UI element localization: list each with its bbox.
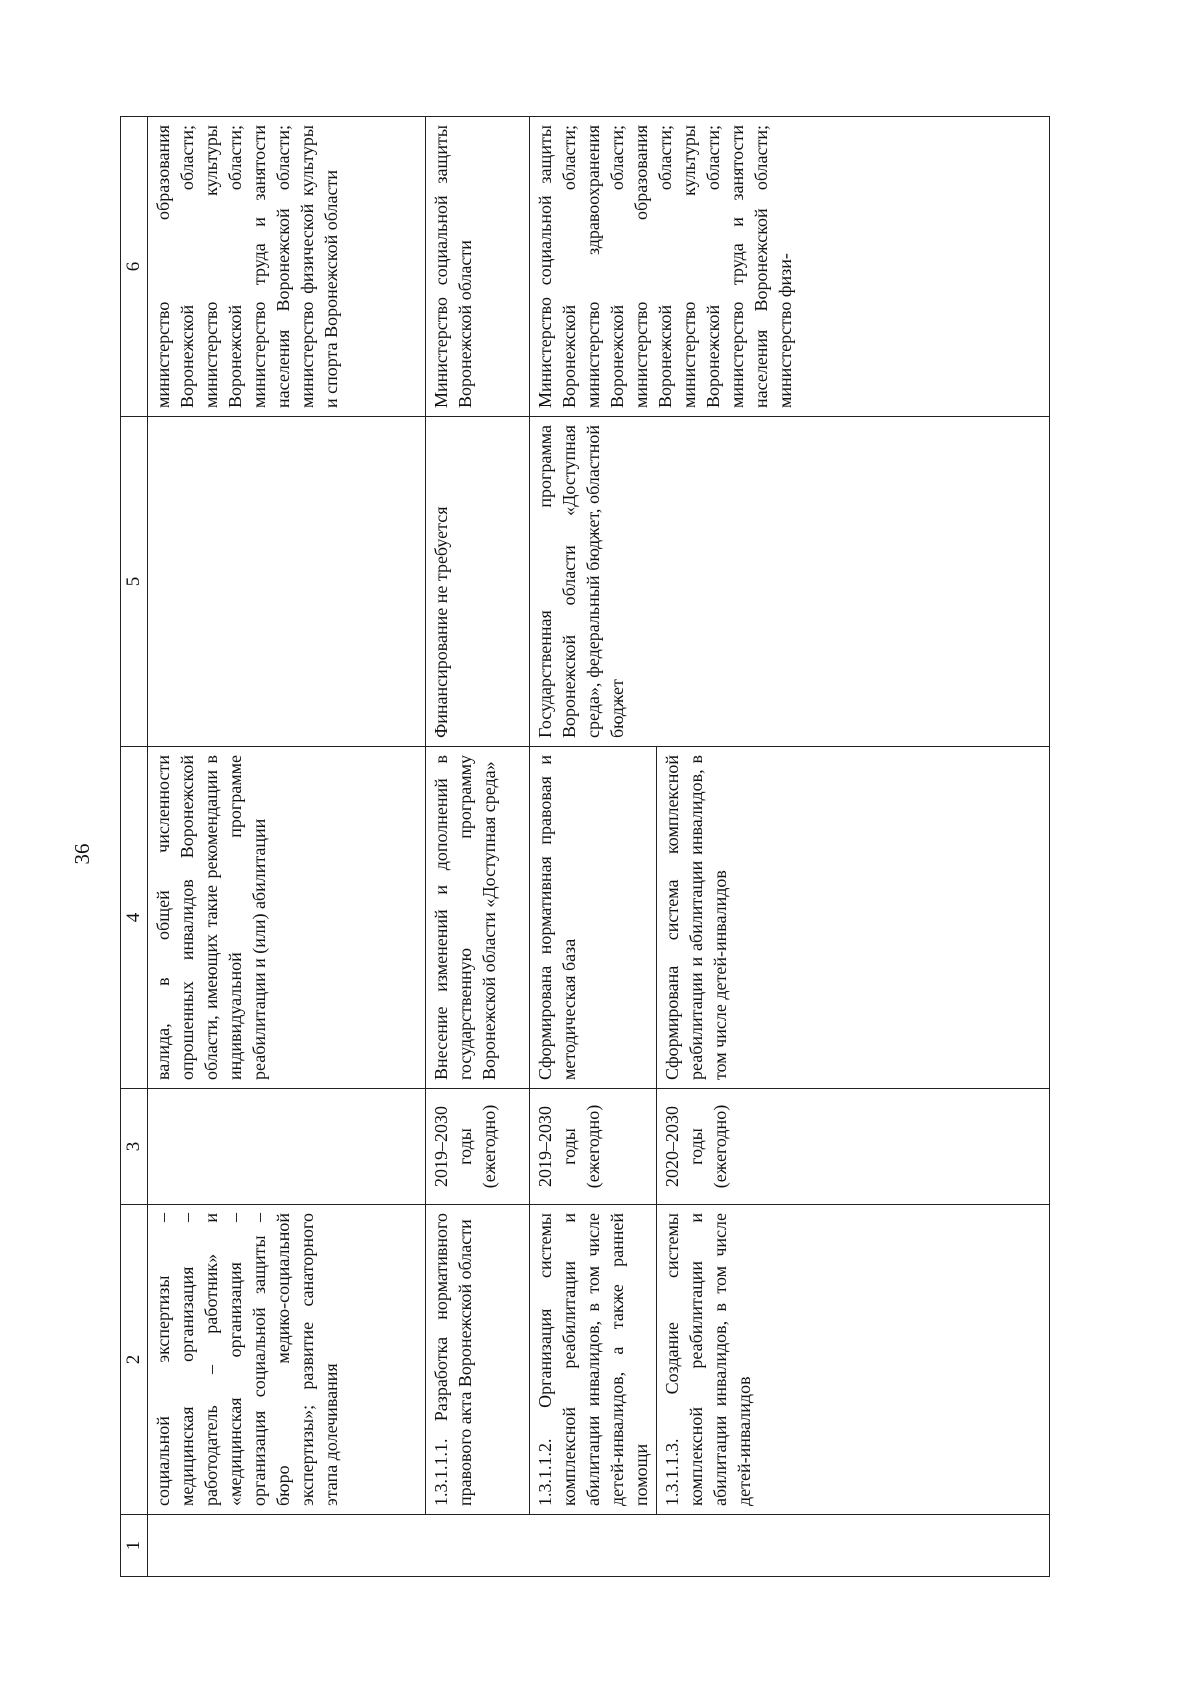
header-col-6: 6 bbox=[121, 117, 148, 417]
header-col-4: 4 bbox=[121, 747, 148, 1089]
plan-table bbox=[120, 116, 1050, 1577]
cell-executors: Министерство социальной защиты Воронежской области bbox=[426, 117, 530, 417]
cell-measure: 1.3.1.1.1. Разработка нормативного правового акта Воронежской области bbox=[426, 1205, 530, 1515]
cell-executors: Министерство социальной защиты Воронежской области; министерство здравоохранения Воронежской области; министерство образования Воронежской области; министерство культуры Воронежской области; министерство труда и занятости населения Воронежской области; министерство физи- bbox=[530, 117, 1050, 417]
header-row bbox=[121, 117, 148, 1577]
cell-measure: 1.3.1.1.3. Создание системы комплексной реабилитации и абилитации инвалидов, в том числе детей-инвалидов bbox=[657, 1205, 1050, 1515]
cell-measure: социальной экспертизы – медицинская организация – работодатель – работник» и «медицинская организация – организация социальной защиты – бюро медико-социальной экспертизы»; развитие санаторного этапа долечивания bbox=[148, 1205, 426, 1515]
cell-executors: министерство образования Воронежской области; министерство культуры Воронежской области; министерство труда и занятости населения Воронежской области; министерство физической культуры и спорта Воронежской области bbox=[148, 117, 426, 417]
cell-result: Сформирована система комплексной реабилитации и абилитации инвалидов, в том числе детей-инвалидов bbox=[657, 747, 1050, 1089]
cell-period: 2020–2030 годы (ежегодно) bbox=[657, 1089, 1050, 1205]
header-col-3: 3 bbox=[121, 1089, 148, 1205]
cell-funding: Государственная программа Воронежской области «Доступная среда», федеральный бюджет, областной бюджет bbox=[530, 417, 1050, 747]
cell-result: валида, в общей численности опрошенных инвалидов Воронежской области, имеющих такие рекомендации в индивидуальной программе реабилитации и (или) абилитации bbox=[148, 747, 426, 1089]
cell-funding: Финансирование не требуется bbox=[426, 417, 530, 747]
rotated-table-wrapper bbox=[120, 117, 1050, 1577]
table-row bbox=[426, 117, 530, 1577]
cell-measure: 1.3.1.1.2. Организация системы комплексной реабилитации и абилитации инвалидов, в том числе детей-инвалидов, а также ранней помощи bbox=[530, 1205, 657, 1515]
cell-result: Сформирована нормативная правовая и методическая база bbox=[530, 747, 657, 1089]
table-row bbox=[530, 117, 657, 1577]
page-number: 36 bbox=[70, 843, 94, 865]
cell-period: 2019–2030 годы (ежегодно) bbox=[426, 1089, 530, 1205]
header-col-2: 2 bbox=[121, 1205, 148, 1515]
cell-number bbox=[148, 1515, 1050, 1577]
header-col-5: 5 bbox=[121, 417, 148, 747]
cell-period bbox=[148, 1089, 426, 1205]
cell-result: Внесение изменений и дополнений в государственную программу Воронежской области «Доступная среда» bbox=[426, 747, 530, 1089]
cell-funding bbox=[148, 417, 426, 747]
cell-period: 2019–2030 годы (ежегодно) bbox=[530, 1089, 657, 1205]
table-row bbox=[148, 117, 426, 1577]
header-col-1: 1 bbox=[121, 1515, 148, 1577]
